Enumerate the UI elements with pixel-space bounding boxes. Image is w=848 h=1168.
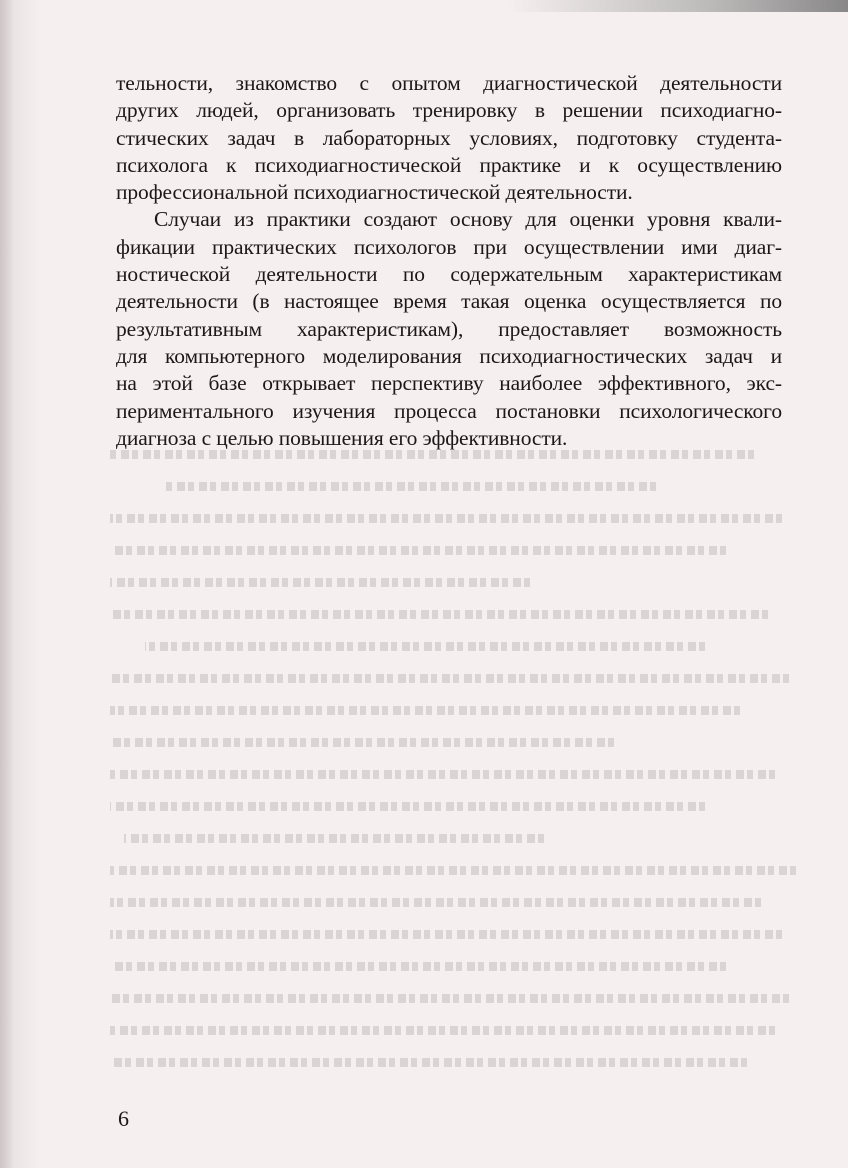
paragraph-2: [116, 206, 782, 452]
text-line: на этой базе открывает перспективу наиболее эффективного, экс-: [116, 371, 782, 396]
text-line: периментального изучения процесса постановки психологического: [116, 398, 782, 423]
text-line: фикации практических психологов при осуществлении ими диаг-: [116, 234, 782, 259]
text-line: психолога к психодиагностической практике и к осуществлению: [116, 152, 782, 177]
text-line: профессиональной психодиагностической деятельности.: [116, 180, 633, 205]
text-line: Случаи из практики создают основу для оценки уровня квали-: [154, 207, 782, 232]
scan-shadow: [508, 0, 848, 12]
text-line: других людей, организовать тренировку в решении психодиагно-: [116, 98, 782, 123]
body-text: [116, 70, 782, 452]
text-line: результативным характеристикам), предоставляет возможность: [116, 316, 782, 341]
text-line: стических задач в лабораторных условиях, подготовку студента-: [116, 125, 782, 150]
page-number: 6: [118, 1106, 129, 1131]
bleed-through-text: [110, 450, 810, 1090]
text-line: деятельности (в настоящее время такая оценка осуществляется по: [116, 289, 782, 314]
text-line: ностической деятельности по содержательным характеристикам: [116, 262, 782, 287]
text-line: тельности, знакомство с опытом диагностической деятельности: [116, 71, 782, 95]
text-line: диагноза с целью повышения его эффективности.: [116, 425, 568, 450]
page-binding-edge: [0, 0, 14, 1168]
text-line: для компьютерного моделирования психодиагностических задач и: [116, 343, 782, 368]
paragraph-1: [116, 70, 782, 206]
